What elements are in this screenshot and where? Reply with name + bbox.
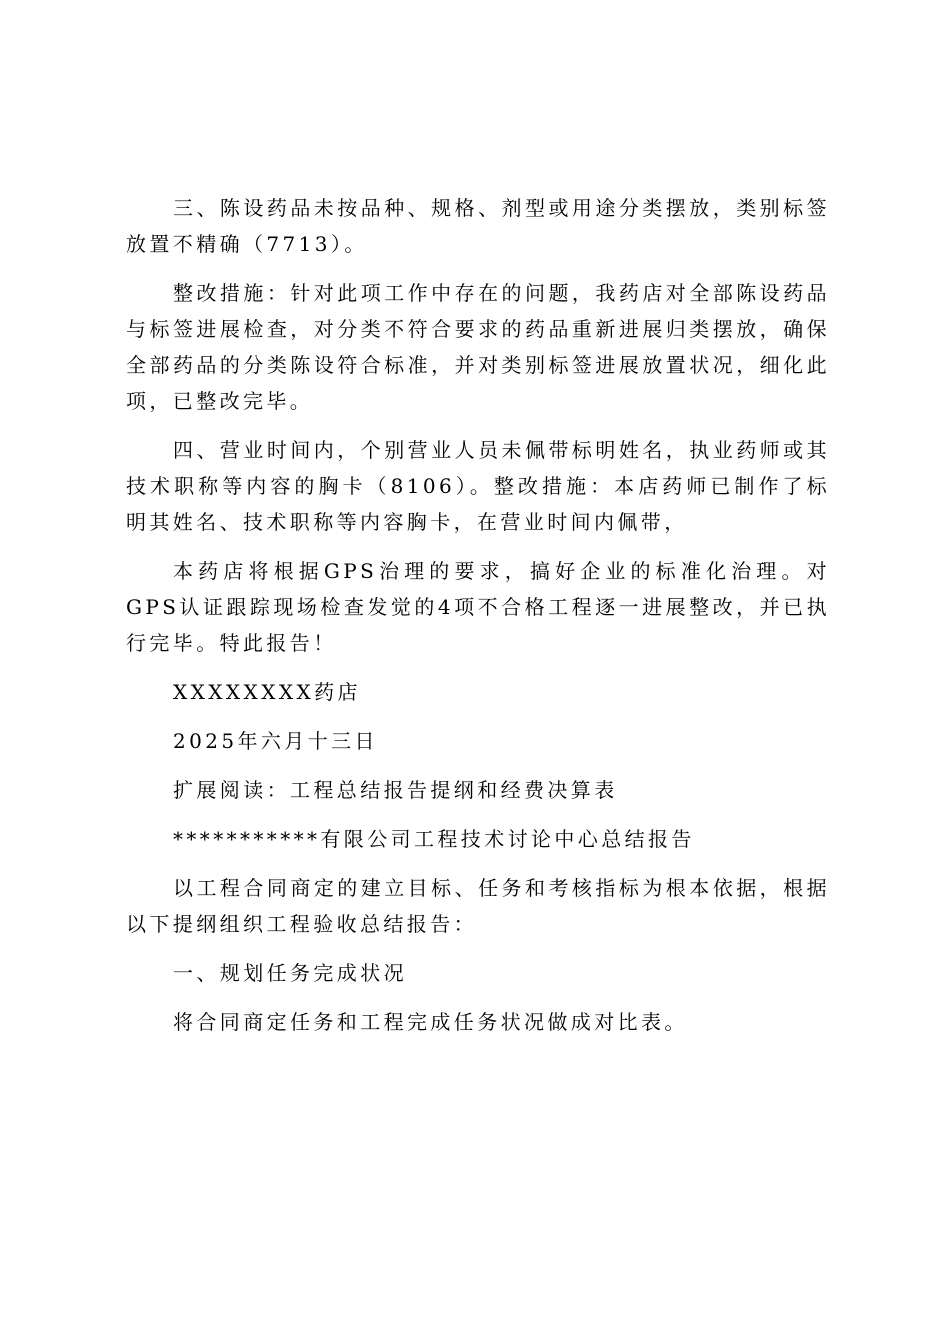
extended-reading-heading: 扩展阅读：工程总结报告提纲和经费决算表 [173,778,618,802]
document-body [126,190,830,1053]
heading-planning-tasks: 一、规划任务完成状况 [173,961,407,985]
paragraph-report-intro: 以工程合同商定的建立目标、任务和考核指标为根本依据，根据以下提纲组织工程验收总结报告： [126,876,830,936]
signature-pharmacy: XXXXXXXX药店 [173,680,361,704]
paragraph-rectification-three: 整改措施：针对此项工作中存在的问题，我药店对全部陈设药品与标签进展检查，对分类不符合要求的药品重新进展归类摆放，确保全部药品的分类陈设符合标准，并对类别标签进展放置状况，细化此项，已整改完毕。 [126,281,830,413]
paragraph-conclusion: 本药店将根据GPS治理的要求，搞好企业的标准化治理。对GPS认证跟踪现场检查发觉的4项不合格工程逐一进展整改，并已执行完毕。特此报告！ [126,559,830,655]
paragraph-comparison-table: 将合同商定任务和工程完成任务状况做成对比表。 [173,1010,688,1034]
signature-date: 2025年六月十三日 [173,729,378,753]
paragraph-section-three: 三、陈设药品未按品种、规格、剂型或用途分类摆放，类别标签放置不精确（7713）。 [126,196,830,256]
paragraph-section-four: 四、营业时间内，个别营业人员未佩带标明姓名，执业药师或其技术职称等内容的胸卡（8106）。整改措施：本店药师已制作了标明其姓名、技术职称等内容胸卡，在营业时间内佩带， [126,438,830,534]
report-title: ***********有限公司工程技术讨论中心总结报告 [173,827,695,851]
